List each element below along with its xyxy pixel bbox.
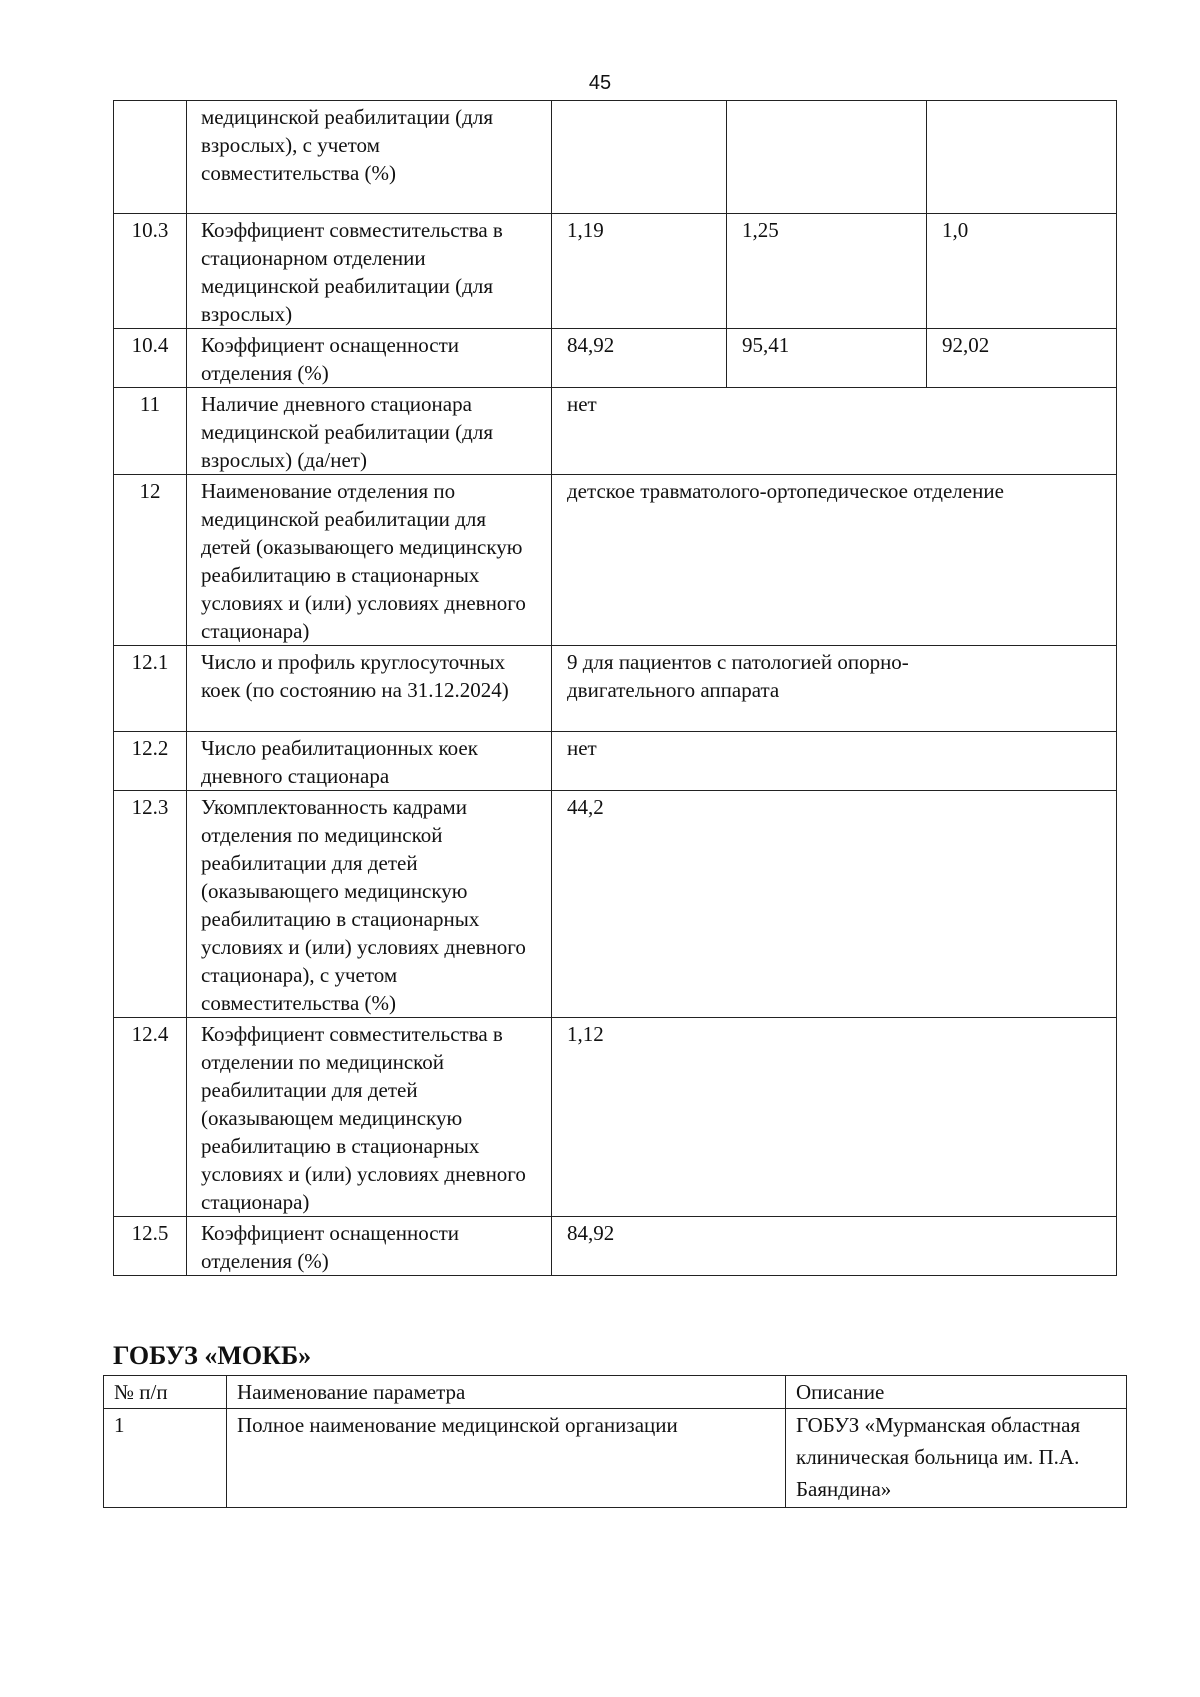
- table-row: [114, 1018, 1117, 1217]
- column-header: Описание: [786, 1376, 1127, 1409]
- table-row: [114, 1217, 1117, 1276]
- value-cell: [552, 101, 727, 214]
- value-cell: 95,41: [727, 329, 927, 388]
- value-text: 9 для пациентов с патологией опорно-двигательного аппарата: [567, 650, 909, 702]
- table-row: [114, 388, 1117, 475]
- row-number: [114, 101, 187, 214]
- table-row: [114, 646, 1117, 732]
- parameter-name: Коэффициент совместительства в отделении по медицинской реабилитации для детей (оказывающем медицинскую реабилитацию в стационарных условиях и (или) условиях дневного стационара): [187, 1018, 552, 1217]
- parameter-name: Число реабилитационных коек дневного стационара: [187, 732, 552, 791]
- column-header: № п/п: [104, 1376, 227, 1409]
- table-row: [104, 1409, 1127, 1508]
- parameter-name: Коэффициент оснащенности отделения (%): [187, 1217, 552, 1276]
- row-number: 12.1: [114, 646, 187, 732]
- value-cell: 84,92: [552, 329, 727, 388]
- value-cell: 44,2: [552, 791, 1117, 1018]
- value-cell: [927, 101, 1117, 214]
- table-row: [114, 475, 1117, 646]
- parameter-name: Наличие дневного стационара медицинской реабилитации (для взрослых) (да/нет): [187, 388, 552, 475]
- row-number: 1: [104, 1409, 227, 1508]
- row-number: 10.3: [114, 214, 187, 329]
- value-cell: 1,25: [727, 214, 927, 329]
- value-cell: [727, 101, 927, 214]
- section-heading: ГОБУЗ «МОКБ»: [113, 1341, 312, 1370]
- row-number: 12: [114, 475, 187, 646]
- table-row: [114, 732, 1117, 791]
- column-header: Наименование параметра: [227, 1376, 786, 1409]
- parameter-name: Коэффициент совместительства в стационарном отделении медицинской реабилитации (для взрослых): [187, 214, 552, 329]
- value-cell: 1,19: [552, 214, 727, 329]
- rehab-parameters-table: [113, 100, 1117, 1276]
- value-cell: [552, 646, 1117, 732]
- parameter-name: медицинской реабилитации (для взрослых), с учетом совместительства (%): [187, 101, 552, 214]
- description-cell: ГОБУЗ «Мурманская областная клиническая больница им. П.А. Баяндина»: [786, 1409, 1127, 1508]
- table-row: [114, 329, 1117, 388]
- parameter-name: Укомплектованность кадрами отделения по медицинской реабилитации для детей (оказывающего медицинскую реабилитацию в стационарных условиях и (или) условиях дневного стационара), с учетом совместительства (%): [187, 791, 552, 1018]
- parameter-name: Полное наименование медицинской организации: [227, 1409, 786, 1508]
- row-number: 10.4: [114, 329, 187, 388]
- table-row: [114, 101, 1117, 214]
- value-cell: нет: [552, 732, 1117, 791]
- value-cell: нет: [552, 388, 1117, 475]
- value-cell: детское травматолого-ортопедическое отделение: [552, 475, 1117, 646]
- parameter-name: Наименование отделения по медицинской реабилитации для детей (оказывающего медицинскую реабилитацию в стационарных условиях и (или) условиях дневного стационара): [187, 475, 552, 646]
- row-number: 12.4: [114, 1018, 187, 1217]
- table-row: [114, 214, 1117, 329]
- value-cell: 92,02: [927, 329, 1117, 388]
- page-number: 45: [588, 72, 612, 94]
- row-number: 12.5: [114, 1217, 187, 1276]
- row-number: 11: [114, 388, 187, 475]
- table-header-row: [104, 1376, 1127, 1409]
- value-cell: 84,92: [552, 1217, 1117, 1276]
- row-number: 12.2: [114, 732, 187, 791]
- value-cell: 1,0: [927, 214, 1117, 329]
- row-number: 12.3: [114, 791, 187, 1018]
- organization-table: [103, 1375, 1127, 1508]
- value-cell: 1,12: [552, 1018, 1117, 1217]
- parameter-name: Число и профиль круглосуточных коек (по состоянию на 31.12.2024): [187, 646, 552, 732]
- parameter-name: Коэффициент оснащенности отделения (%): [187, 329, 552, 388]
- table-row: [114, 791, 1117, 1018]
